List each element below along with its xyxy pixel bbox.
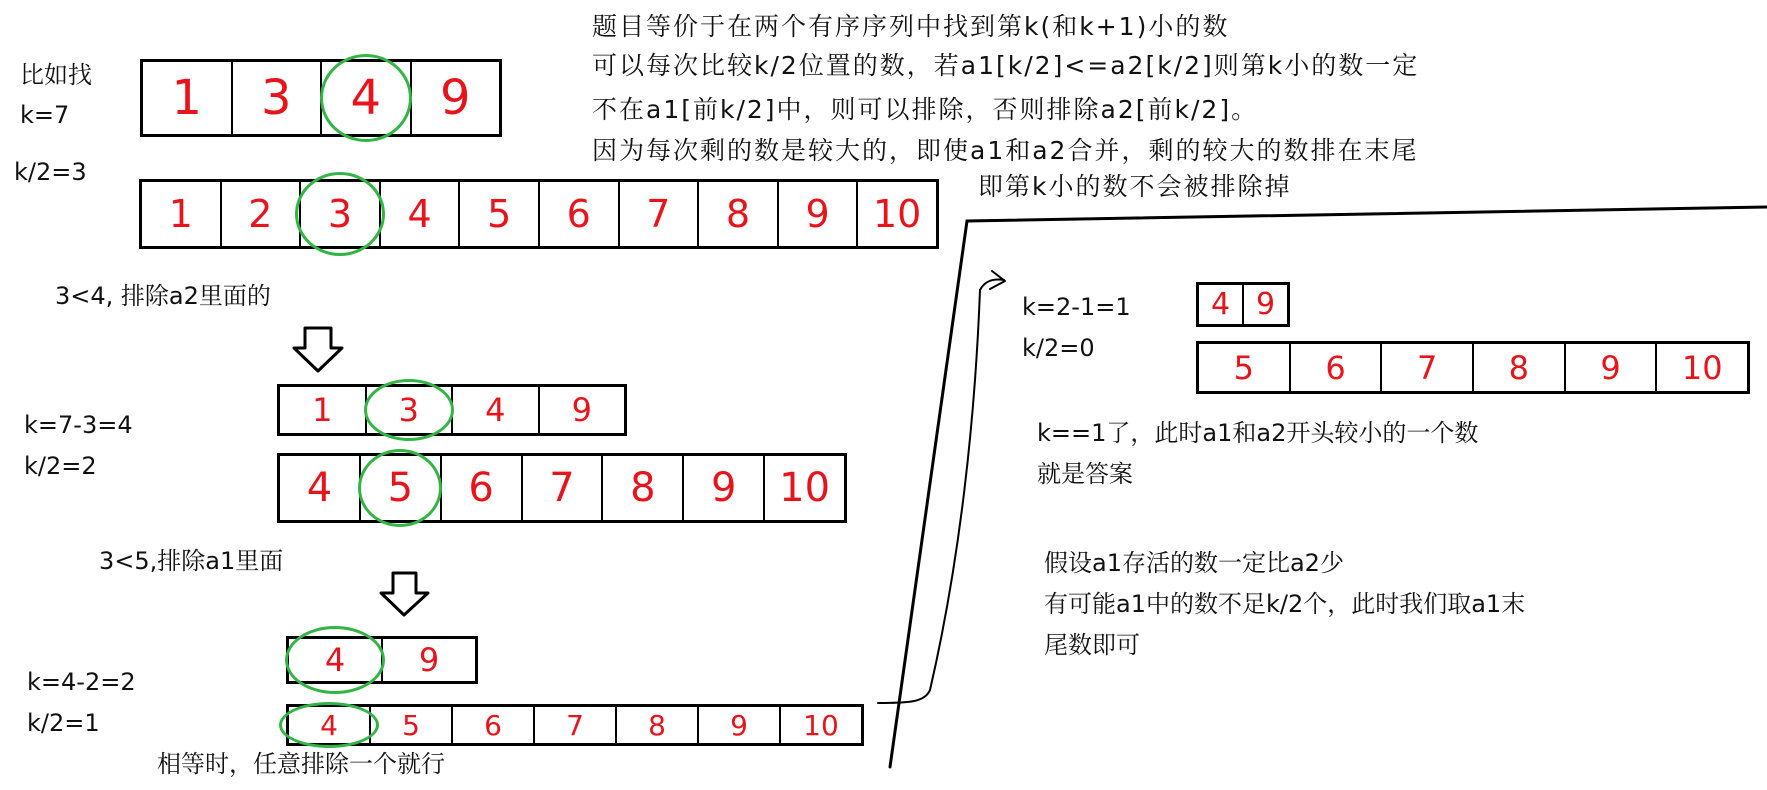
assume-note-line-2: 有可能a1中的数不足k/2个，此时我们取a1末	[1044, 590, 1526, 618]
step3-label-k: k=4-2=2	[27, 668, 136, 696]
array-cell: 6	[540, 182, 620, 246]
array-cell: 1	[280, 387, 367, 433]
array-cell: 9	[571, 391, 592, 429]
assume-note-line-1: 假设a1存活的数一定比a2少	[1044, 549, 1344, 577]
array-cell: 8	[699, 182, 779, 246]
array-cell: 2	[222, 182, 302, 246]
array-cell: 6	[1291, 344, 1383, 391]
down-arrow-1	[294, 328, 342, 371]
array-cell-highlight: 4	[322, 62, 412, 134]
array-cell: 8	[1474, 344, 1566, 391]
array-cell: 10	[779, 465, 831, 511]
array-cell-highlight: 4	[289, 639, 383, 681]
array-cell: 9	[439, 70, 471, 126]
step1-label-k: k=7	[20, 101, 70, 129]
array-cell: 5	[371, 707, 453, 743]
compare-note-1: 3<4, 排除a2里面的	[55, 282, 271, 310]
array-cell: 9	[418, 641, 440, 679]
array-cell: 10	[803, 708, 839, 742]
connector-arrowhead	[980, 271, 1005, 290]
compare-note-2: 3<5,排除a1里面	[99, 547, 284, 575]
note-line-5: 即第k小的数不会被排除掉	[978, 172, 1292, 201]
array-cell: 4	[381, 182, 461, 246]
equal-note: 相等时，任意排除一个就行	[157, 750, 445, 778]
array-cell: 5	[1199, 344, 1291, 391]
array-cell: 6	[442, 456, 523, 520]
step1-label-find: 比如找	[20, 61, 92, 89]
k1-note-line-1: k==1了，此时a1和a2开头较小的一个数	[1037, 419, 1479, 447]
array-cell: 7	[620, 182, 700, 246]
array-cell: 8	[603, 456, 684, 520]
array-cell-highlight: 3	[367, 387, 454, 433]
array-cell: 7	[535, 707, 617, 743]
array-cell: 9	[1255, 287, 1276, 322]
step1-label-half: k/2=3	[14, 158, 87, 186]
step4-label-half: k/2=0	[1022, 334, 1095, 362]
step2-label-half: k/2=2	[24, 452, 97, 480]
array-cell: 7	[523, 456, 604, 520]
array-cell: 8	[617, 707, 699, 743]
down-arrow-2	[381, 573, 428, 615]
array-cell: 5	[460, 182, 540, 246]
step2-label-k: k=7-3=4	[24, 411, 133, 439]
right-panel-border	[890, 207, 1767, 767]
array-cell: 6	[453, 707, 535, 743]
note-line-1: 题目等价于在两个有序序列中找到第k(和k+1)小的数	[592, 12, 1230, 41]
assume-note-line-3: 尾数即可	[1044, 631, 1140, 659]
note-line-4: 因为每次剩的数是较大的，即使a1和a2合并，剩的较大的数排在末尾	[592, 136, 1419, 165]
array-cell: 10	[872, 192, 922, 236]
step3-label-half: k/2=1	[27, 709, 100, 737]
array-cell: 4	[1199, 285, 1244, 324]
k1-note-line-2: 就是答案	[1037, 460, 1133, 488]
array-cell: 10	[1681, 348, 1723, 387]
note-line-2: 可以每次比较k/2位置的数，若a1[k/2]<=a2[k/2]则第k小的数一定	[592, 51, 1420, 80]
array-cell: 9	[1566, 344, 1658, 391]
array-cell: 1	[143, 62, 233, 134]
array-cell: 4	[453, 387, 540, 433]
array-cell: 3	[233, 62, 323, 134]
array-cell-highlight: 3	[301, 182, 381, 246]
array-cell: 9	[779, 182, 859, 246]
array-cell: 4	[280, 456, 361, 520]
array-cell: 9	[699, 707, 781, 743]
step4-label-k: k=2-1=1	[1022, 293, 1131, 321]
array-cell: 9	[684, 456, 765, 520]
array-cell: 7	[1382, 344, 1474, 391]
array-cell-highlight: 4	[289, 707, 371, 743]
array-cell: 1	[142, 182, 222, 246]
note-line-3: 不在a1[前k/2]中，则可以排除，否则排除a2[前k/2]。	[592, 95, 1259, 124]
array-cell-highlight: 5	[361, 456, 442, 520]
